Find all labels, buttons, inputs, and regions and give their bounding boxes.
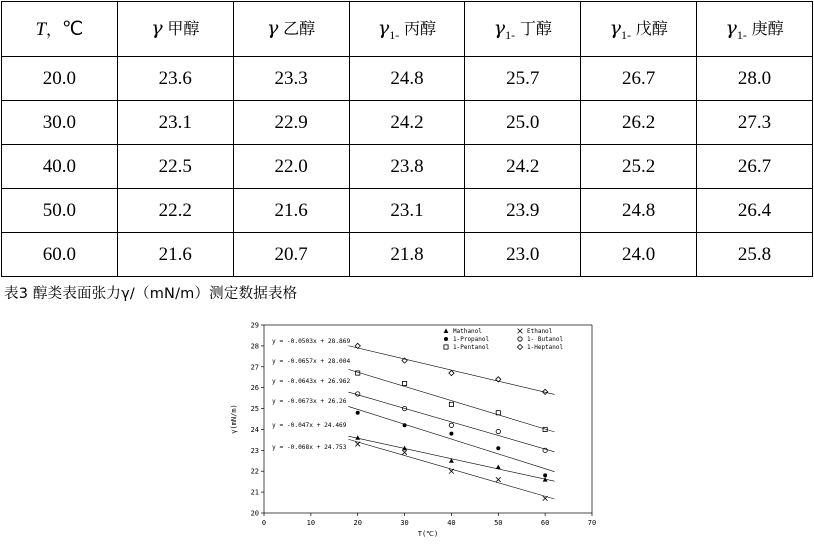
cell-methanol: 22.5 [117, 145, 233, 189]
cell-ethanol: 20.7 [233, 233, 349, 277]
cell-pentanol: 24.8 [581, 189, 697, 233]
gamma-symbol: γ [725, 16, 737, 39]
cell-propanol: 21.8 [349, 233, 465, 277]
cell-temperature: 20.0 [2, 57, 118, 101]
header-cell-ethanol [233, 2, 349, 57]
header-label: 甲醇 [167, 18, 200, 38]
cell-methanol: 23.6 [117, 57, 233, 101]
cell-heptanol: 26.4 [697, 189, 813, 233]
svg-text:25: 25 [250, 405, 259, 414]
gamma-symbol: γ [609, 16, 621, 39]
svg-text:1-Propanol: 1-Propanol [453, 336, 490, 344]
gamma-subscript: 1- [736, 27, 747, 42]
cell-methanol: 21.6 [117, 233, 233, 277]
cell-butanol: 25.0 [465, 101, 581, 145]
cell-temperature: 30.0 [2, 101, 118, 145]
cell-butanol: 25.7 [465, 57, 581, 101]
svg-text:50: 50 [494, 519, 503, 527]
scatter-chart [224, 317, 604, 539]
cell-ethanol: 23.3 [233, 57, 349, 101]
gamma-subscript: 1- [389, 27, 400, 42]
header-cell-butanol [465, 2, 581, 57]
cell-pentanol: 24.0 [581, 233, 697, 277]
cell-propanol: 24.2 [349, 101, 465, 145]
cell-pentanol: 25.2 [581, 145, 697, 189]
svg-text:26: 26 [250, 384, 259, 393]
svg-text:y = -0.0657x + 28.004: y = -0.0657x + 28.004 [272, 358, 351, 365]
svg-text:1-Pentanol: 1-Pentanol [453, 344, 490, 352]
table-row [2, 101, 813, 145]
cell-ethanol: 22.0 [233, 145, 349, 189]
svg-text:y = -0.068x + 24.753: y = -0.068x + 24.753 [272, 444, 347, 451]
gamma-symbol: γ [151, 16, 163, 39]
header-temp-comma: ， [46, 20, 63, 39]
svg-text:0: 0 [261, 519, 267, 527]
gamma-symbol: γ [377, 16, 390, 39]
gamma-subscript: 1- [620, 27, 631, 42]
cell-methanol: 22.2 [117, 189, 233, 233]
svg-text:T(℃): T(℃) [417, 530, 439, 538]
cell-propanol: 23.1 [349, 189, 465, 233]
cell-butanol: 24.2 [465, 145, 581, 189]
cell-heptanol: 25.8 [697, 233, 813, 277]
svg-text:22: 22 [250, 467, 259, 476]
cell-heptanol: 26.7 [697, 145, 813, 189]
svg-text:20: 20 [250, 509, 259, 518]
cell-temperature: 60.0 [2, 233, 118, 277]
svg-text:30: 30 [400, 519, 409, 527]
header-temp-unit: ℃ [62, 19, 84, 40]
svg-text:Mathanol: Mathanol [453, 328, 482, 336]
cell-butanol: 23.0 [465, 233, 581, 277]
cell-propanol: 24.8 [349, 57, 465, 101]
svg-text:γ(mN/m): γ(mN/m) [230, 404, 238, 434]
svg-text:21: 21 [250, 488, 259, 497]
table-row [2, 189, 813, 233]
svg-text:27: 27 [250, 363, 259, 372]
header-label: 丁醇 [519, 18, 552, 38]
table-row [2, 145, 813, 189]
cell-temperature: 40.0 [2, 145, 118, 189]
header-cell-propanol [349, 2, 465, 57]
table-row [2, 57, 813, 101]
svg-text:y = -0.0643x + 26.962: y = -0.0643x + 26.962 [272, 378, 351, 385]
surface-tension-table [1, 1, 813, 277]
gamma-symbol: γ [267, 16, 279, 39]
gamma-symbol: γ [493, 16, 506, 39]
table-row [2, 233, 813, 277]
chart-figure [224, 317, 604, 539]
table-caption: 表3 醇类表面张力γ/（mN/m）测定数据表格 [4, 286, 298, 302]
header-label: 庚醇 [751, 18, 784, 38]
header-cell-methanol [117, 2, 233, 57]
svg-text:1-Heptanol: 1-Heptanol [527, 344, 564, 352]
header-label: 戊醇 [635, 18, 668, 38]
svg-text:10: 10 [306, 519, 316, 527]
svg-text:70: 70 [587, 519, 597, 527]
cell-ethanol: 22.9 [233, 101, 349, 145]
cell-pentanol: 26.2 [581, 101, 697, 145]
header-cell-heptanol [697, 2, 813, 57]
svg-text:y = -0.0503x + 28.869: y = -0.0503x + 28.869 [272, 338, 351, 345]
svg-text:28: 28 [250, 342, 259, 351]
header-label: 乙醇 [283, 18, 316, 38]
header-cell-temperature [2, 2, 118, 57]
svg-text:23: 23 [250, 446, 259, 455]
svg-text:y = -0.047x + 24.469: y = -0.047x + 24.469 [272, 422, 347, 429]
svg-text:Ethanol: Ethanol [527, 328, 553, 336]
cell-propanol: 23.8 [349, 145, 465, 189]
gamma-subscript: 1- [505, 27, 516, 42]
cell-pentanol: 26.7 [581, 57, 697, 101]
svg-text:y = -0.0673x + 26.26: y = -0.0673x + 26.26 [272, 398, 347, 405]
svg-text:29: 29 [250, 321, 259, 330]
header-cell-pentanol [581, 2, 697, 57]
cell-heptanol: 28.0 [697, 57, 813, 101]
svg-text:24: 24 [250, 425, 259, 434]
cell-butanol: 23.9 [465, 189, 581, 233]
svg-text:1- Butanol: 1- Butanol [527, 336, 564, 344]
cell-ethanol: 21.6 [233, 189, 349, 233]
cell-methanol: 23.1 [117, 101, 233, 145]
header-label: 丙醇 [404, 18, 437, 38]
cell-temperature: 50.0 [2, 189, 118, 233]
header-temp-symbol: T [35, 19, 47, 40]
svg-text:60: 60 [540, 519, 550, 527]
cell-heptanol: 27.3 [697, 101, 813, 145]
svg-text:20: 20 [353, 519, 362, 527]
svg-text:40: 40 [447, 519, 456, 527]
document-page [0, 1, 814, 546]
table-body [2, 2, 813, 277]
table-header-row [2, 2, 813, 57]
